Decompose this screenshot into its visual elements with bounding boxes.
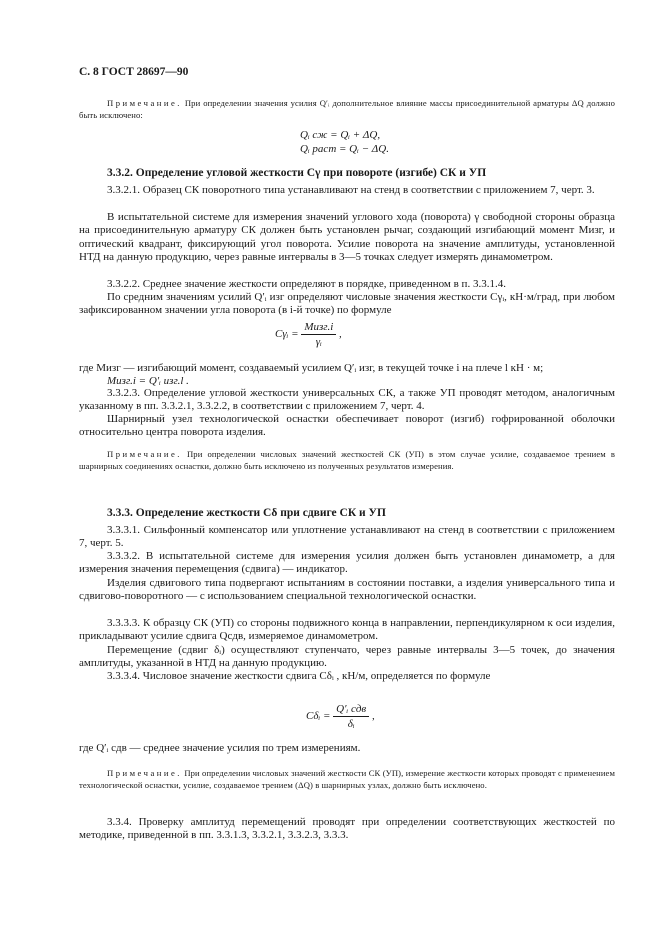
page-header: С. 8 ГОСТ 28697—90 bbox=[79, 66, 189, 78]
formula-numerator: Q′ᵢ сдв bbox=[333, 703, 369, 717]
moment-definition: Mизг.i = Q′ᵢ изг.l . bbox=[107, 375, 189, 387]
where-moment: где Mизг — изгибающий момент, создаваемый усилием Q′ᵢ изг, в текущей точке i на плече l кН · м; bbox=[79, 362, 544, 374]
note-text: При определении значения усилия Q′ᵢ дополнительное влияние массы присоединительной арматуры ΔQ должно быть исключено: bbox=[79, 98, 615, 120]
note-label: Примечание. bbox=[107, 768, 182, 778]
paragraph-3-3-2-3: 3.3.2.3. Определение угловой жесткости универсальных СК, а также УП проводят методом, аналогичным указанному в пп. 3.3.2.1, 3.3.2.2, в соответствии с приложением 7, черт. 4. bbox=[79, 387, 615, 413]
note-mass-influence bbox=[79, 97, 615, 121]
paragraph-3-3-3-4: 3.3.3.4. Числовое значение жесткости сдвига Cδᵢ , кН/м, определяется по формуле bbox=[107, 670, 491, 682]
paragraph-3-3-3-3: 3.3.3.3. К образцу СК (УП) со стороны подвижного конца в направлении, перпендикулярном к оси изделия, прикладывают усилие сдвига Qсдв, измеряемое динамометром. bbox=[79, 617, 615, 643]
formula-lhs: Cγᵢ = bbox=[275, 328, 299, 341]
formula-numerator: Mизг.i bbox=[301, 321, 336, 335]
paragraph-3-3-2-1: 3.3.2.1. Образец СК поворотного типа устанавливают на стенд в соответствии с приложением 7, черт. 3. bbox=[107, 184, 595, 196]
paragraph-shear-types: Изделия сдвигового типа подвергают испытаниям в состоянии поставки, а изделия универсального типа и сдвигово-поворотного — с использованием специальной технологической оснастки. bbox=[79, 577, 615, 603]
formula-tail: , bbox=[339, 328, 342, 341]
formula-compression: Qᵢ сж = Qᵢ + ΔQ, bbox=[300, 129, 381, 141]
paragraph-3-3-2-2-method: По средним значениям усилий Q′ᵢ изг определяют числовые значения жесткости Cγᵢ, кН·м/град, при любом зафиксированном значении угла поворота (в i-й точке) по формуле bbox=[79, 291, 615, 317]
formula-fraction bbox=[333, 703, 369, 730]
paragraph-3-3-4: 3.3.4. Проверку амплитуд перемещений проводят при определении соответствующих жесткостей по методике, приведенной в пп. 3.3.1.3, 3.3.2.1, 3.3.2.3, 3.3.3. bbox=[79, 816, 615, 842]
note-text: При определении числовых значений жесткостей СК (УП) в этом случае усилие, создаваемое трением в шарнирных соединениях оснастки, должно быть исключено из полученных результатов измерения. bbox=[79, 449, 615, 471]
formula-lhs: Cδᵢ = bbox=[306, 710, 331, 723]
paragraph-3-3-3-2: 3.3.3.2. В испытательной системе для измерения усилия должен быть установлен динамометр, а для измерения значения перемещения (сдвига) — индикатор. bbox=[79, 550, 615, 576]
section-3-3-3-heading: 3.3.3. Определение жесткости Cδ при сдвиге СК и УП bbox=[107, 507, 386, 519]
formula-tail: , bbox=[371, 710, 375, 723]
note-label: Примечание. bbox=[107, 98, 182, 108]
note-friction bbox=[79, 448, 615, 472]
formula-denominator: δᵢ bbox=[347, 718, 355, 730]
paragraph-displacement: Перемещение (сдвиг δᵢ) осуществляют ступенчато, через равные интервалы 3—5 точек, до значения амплитуды, указанной в НТД на данную продукцию. bbox=[79, 644, 615, 670]
formula-tension: Qᵢ раст = Qᵢ − ΔQ. bbox=[300, 143, 389, 155]
formula-shear-stiffness bbox=[306, 703, 375, 730]
note-label: Примечание. bbox=[107, 449, 182, 459]
note-text: При определении числовых значений жесткости СК (УП), измерение жесткости которых проводят с применением технологической оснастки, усилие, создаваемое трением (ΔQ) в шарнирных узлах, должно быть исключено. bbox=[79, 768, 616, 790]
note-shear-friction bbox=[79, 767, 615, 791]
formula-angular-stiffness bbox=[275, 321, 342, 348]
formula-denominator: γᵢ bbox=[315, 336, 322, 348]
where-shear-force: где Q′ᵢ сдв — среднее значение усилия по трем измерениям. bbox=[79, 742, 361, 754]
paragraph-3-3-3-1: 3.3.3.1. Сильфонный компенсатор или уплотнение устанавливают на стенд в соответствии с приложением 7, черт. 5. bbox=[79, 524, 615, 550]
paragraph-3-3-2-2: 3.3.2.2. Среднее значение жесткости определяют в порядке, приведенном в п. 3.3.1.4. bbox=[107, 278, 506, 290]
formula-fraction bbox=[301, 321, 336, 348]
paragraph-3-3-2-1-system: В испытательной системе для измерения значений углового хода (поворота) γ свободной стороны образца на присоединительную арматуру СК должен быть установлен рычаг, создающий изгибающий момент Mизг, и оптический квадрант, фиксирующий угол поворота. Усилие поворота на значение амплитуды, установленной НТД на данную продукцию, через равные интервалы в 3—5 точках следует измерять динамометром. bbox=[79, 211, 615, 264]
paragraph-hinge-unit: Шарнирный узел технологической оснастки обеспечивает поворот (изгиб) гофрированной оболочки относительно центра поворота изделия. bbox=[79, 413, 615, 439]
section-3-3-2-heading: 3.3.2. Определение угловой жесткости Cγ при повороте (изгибе) СК и УП bbox=[107, 167, 487, 179]
